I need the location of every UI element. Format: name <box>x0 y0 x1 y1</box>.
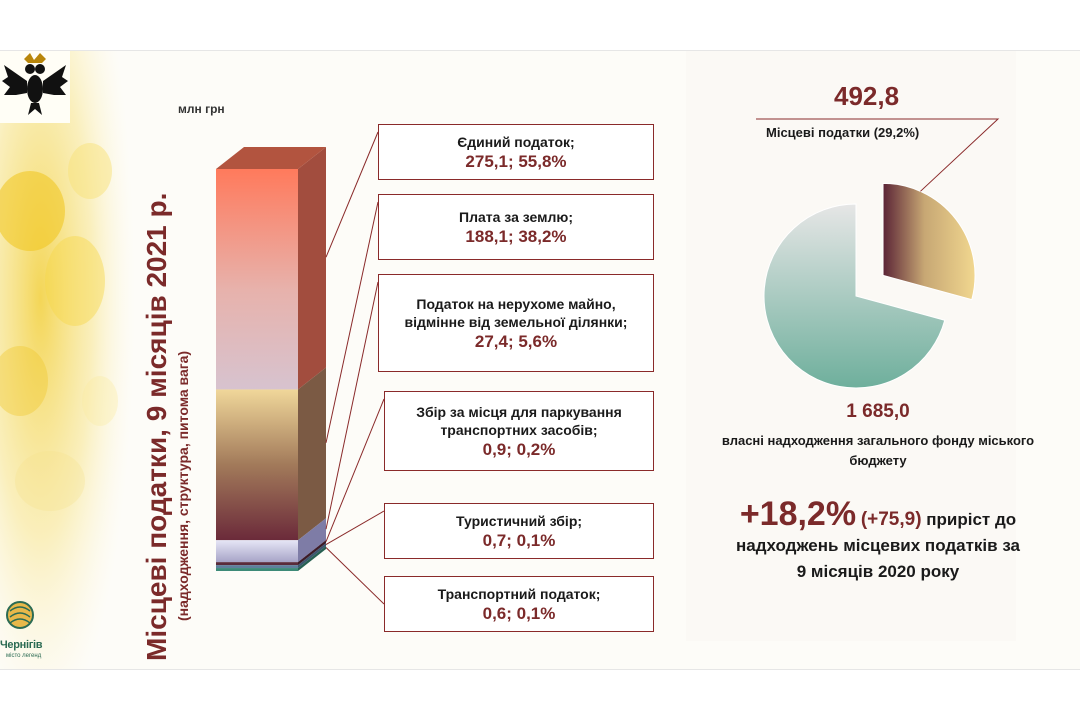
callout-label: Транспортний податок; <box>437 586 601 602</box>
leader-line <box>326 511 384 545</box>
callout-value: 0,6; 0,1% <box>482 604 556 623</box>
logo-tagline: місто легенд <box>6 653 42 659</box>
callout-box <box>378 124 654 180</box>
growth-text-line2: надходжень місцевих податків за <box>735 536 1021 555</box>
bar-segment-side-2 <box>298 367 326 540</box>
bar-segment-3 <box>216 540 298 562</box>
title-subtitle: (надходження, структура, питома вага) <box>175 350 191 621</box>
growth-percent: +18,2% <box>739 495 857 533</box>
bar-segment-2 <box>216 389 298 540</box>
callout-value: 188,1; 38,2% <box>465 227 567 246</box>
callout-value: 27,4; 5,6% <box>474 332 558 351</box>
growth-text <box>700 495 1056 585</box>
logo-city-name: Чернігів <box>0 639 43 651</box>
callout-label: Єдиний податок; <box>457 134 575 150</box>
callout-label: відмінне від земельної ділянки; <box>404 314 628 330</box>
bar-segment-5 <box>216 565 298 568</box>
bar-segment-4 <box>216 562 298 565</box>
slide <box>0 50 1080 670</box>
callout-box <box>378 194 654 260</box>
growth-absolute: (+75,9) <box>860 509 922 530</box>
own-revenue-value: 1 685,0 <box>846 401 910 422</box>
callout-box <box>384 576 654 632</box>
bar-segment-1 <box>216 169 298 389</box>
callout-label: Податок на нерухоме майно, <box>416 296 616 312</box>
callout-value: 0,7; 0,1% <box>482 531 556 550</box>
callout-box <box>384 391 654 471</box>
callout-value: 0,9; 0,2% <box>482 440 556 459</box>
bar-segment-side-1 <box>298 147 326 389</box>
pie-slice-local-taxes <box>883 183 975 299</box>
callout-label: транспортних засобів; <box>440 422 598 438</box>
callout-box <box>384 503 654 559</box>
callout-value: 275,1; 55,8% <box>465 152 567 171</box>
title-main: Місцеві податки, 9 місяців 2021 р. <box>141 192 172 661</box>
leader-line <box>326 399 384 542</box>
growth-text-line3: 9 місяців 2020 року <box>796 562 960 581</box>
callout-label: Плата за землю; <box>459 209 573 225</box>
bar-segment-6 <box>216 568 298 571</box>
callout-label: Туристичний збір; <box>455 513 583 529</box>
local-taxes-label: Місцеві податки (29,2%) <box>766 125 920 140</box>
callout-box <box>378 274 654 372</box>
growth-text-line1: приріст до <box>921 510 1017 529</box>
units-label: млн грн <box>178 102 225 116</box>
local-taxes-value: 492,8 <box>834 81 900 111</box>
own-revenue-label: власні надходження загального фонду міського бюджету <box>721 433 1035 468</box>
leader-line <box>326 548 384 604</box>
callout-label: Збір за місця для паркування <box>416 404 622 420</box>
